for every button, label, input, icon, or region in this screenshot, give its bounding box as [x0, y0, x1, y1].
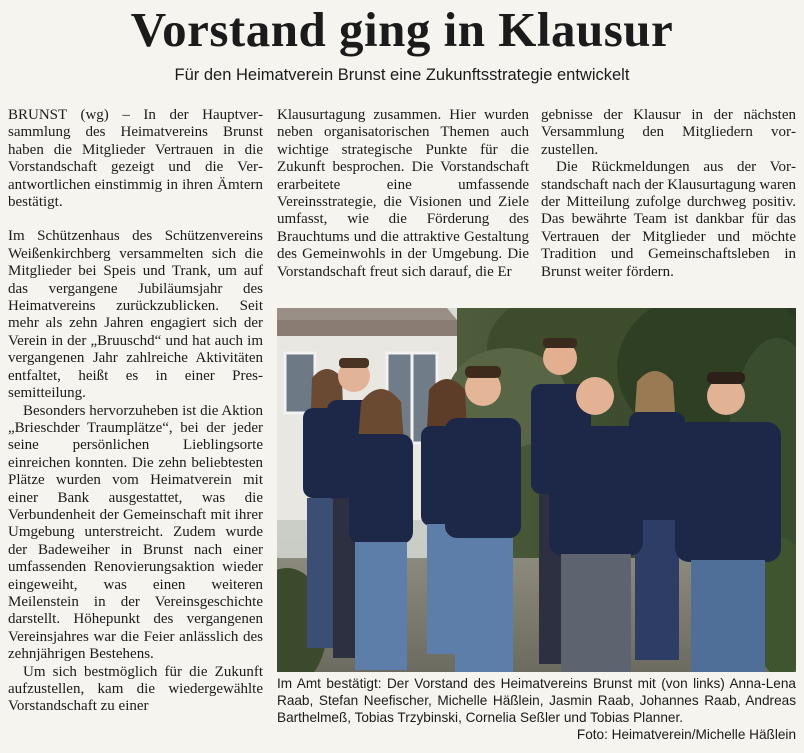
photo-credit: Foto: Heimatverein/Michelle Häßlein — [576, 727, 796, 742]
article-headline: Vorstand ging in Klausur — [130, 2, 674, 57]
paragraph: Besonders hervorzuheben ist die Aktion „Brieschder Traumplätze“, bei der jeder seine persönlichen Lieblingsorte einreichen konnten. Die zehn beliebtesten Plätze wurden vom Heimatverein mit einer Bank ausgestattet, was die Verbundenheit der Gemeinschaft mit ihrer Umgebung unterstreicht. Zudem wurde der Badeweiher in Brunst nach einer umfassenden Renovierungsaktion wieder eingeweiht, was einen weiteren Meilenstein in der Vereinsgeschichte darstellt. Höhepunkt des vergangenen Vereinsjahres war die Feier anlässlich des zehnjährigen Bestehens. — [8, 402, 263, 663]
paragraph: Um sich bestmöglich für die Zukunft aufzustellen, kam die wiedergewählte Vorstandschaft zu einer — [8, 663, 263, 715]
photo-caption — [277, 675, 796, 743]
article-column-3 — [541, 107, 796, 307]
article-column-1 — [8, 107, 263, 747]
article-subheadline: Für den Heimatverein Brunst eine Zukunftsstrategie entwickelt — [174, 66, 630, 84]
caption-text: Im Amt bestätigt: Der Vorstand des Heimatvereins Brunst mit (von links) Anna-Lena Raab, Stefan Neefischer, Michelle Häßlein, Jasmin Raab, Johannes Raab, Andreas Barthelmeß, Tobias Trzybinski, Cornelia Seßler und Tobias Planner. — [277, 676, 796, 725]
paragraph: Im Schützenhaus des Schützenvereins Weißenkirchberg versammelten sich die Mitglieder bei Speis und Trank, um auf das vergangene Jubiläumsjahr des Heimatvereins zurückzublicken. Seit mehr als zehn Jahren engagiert sich der Verein in der „Bruuschd“ und hat auch im vergangenen Jahr zahlreiche Aktivitäten entfaltet, heißt es in einer Pressemitteilung. — [8, 228, 263, 402]
paragraph: gebnisse der Klausur in der nächsten Versammlung den Mitgliedern vorzustellen. — [541, 107, 796, 158]
paragraph: Die Rückmeldungen aus der Vorstandschaft nach der Klausurtagung waren der Mitteilung zufolge durchweg positiv. Das bewährte Team ist dankbar für das Vertrauen der Mitglieder und möchte Tradition und Gemeinschaftsleben in Brunst weiter fördern. — [541, 159, 796, 280]
group-photo — [277, 308, 796, 672]
paragraph: BRUNST (wg) – In der Hauptversammlung des Heimatvereins Brunst haben die Mitglieder Vertrauen in die Vorstandschaft gezeigt und die Verantwortlichen einstimmig in ihren Ämtern bestätigt. — [8, 107, 263, 211]
paragraph: Klausurtagung zusammen. Hier wurden neben organisatorischen Themen auch wichtige strategische Punkte für die Zukunft besprochen. Die Vorstandschaft erarbeitete eine umfassende Vereinsstrategie, die Visionen und Ziele umfasst, wie die Förderung des Brauchtums und die attraktive Gestaltung des Gemeinwohls in der Umgebung. Die Vorstandschaft freut sich darauf, die Er — [277, 107, 529, 280]
article-column-2 — [277, 107, 529, 307]
